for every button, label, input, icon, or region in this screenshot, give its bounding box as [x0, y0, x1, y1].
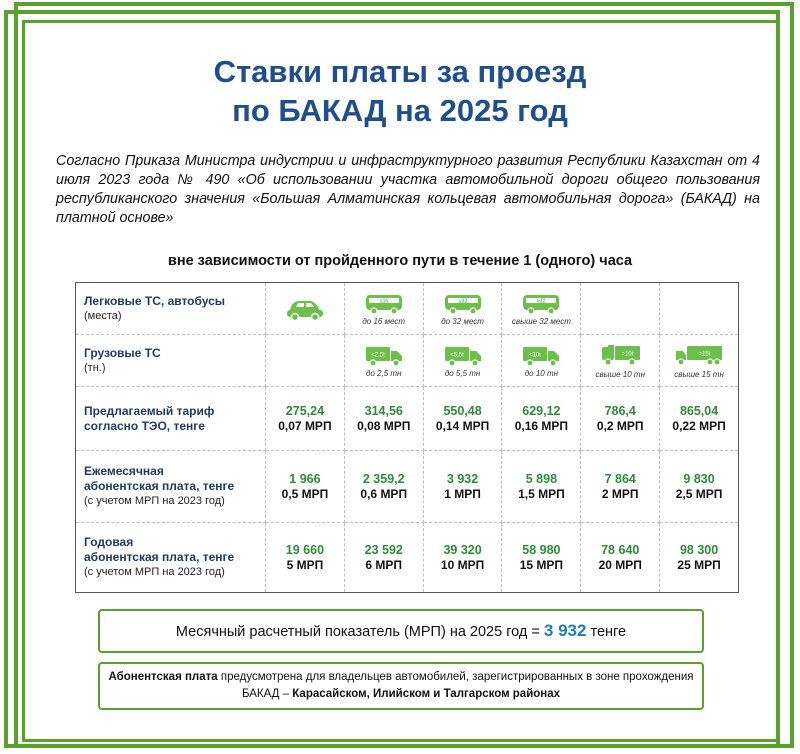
page-title	[0, 52, 800, 130]
annual-mrp: 10 МРП	[440, 557, 485, 572]
value-cell	[266, 523, 345, 593]
monthly-mrp: 1 МРП	[444, 486, 481, 501]
row-label-main: согласно ТЭО, тенге	[84, 418, 205, 433]
table-row-passenger	[76, 283, 739, 335]
row-label-sub: (места)	[84, 309, 122, 322]
cell-bus-over-32	[502, 283, 581, 335]
bus-icon-label: ≤16	[379, 298, 388, 304]
row-label-sub: (с учетом МРП на 2023 год)	[84, 495, 225, 507]
tariff-mrp: 0,22 МРП	[672, 418, 726, 433]
note-districts: Карасайском, Илийском и Талгарском районах	[292, 688, 561, 700]
mrp-unit: тенге	[590, 624, 627, 640]
bus-icon	[521, 292, 561, 316]
truck-caption: до 5,5 тн	[444, 368, 481, 378]
value-cell	[502, 387, 581, 451]
monthly-mrp: 2 МРП	[601, 486, 639, 501]
mrp-value: 3 932	[543, 621, 587, 640]
cell-truck-2-5	[344, 335, 423, 387]
value-cell	[423, 387, 502, 451]
note-bold-start: Абонентская плата	[108, 671, 218, 683]
truck-icon-label: <2,5t	[370, 352, 385, 358]
annual-mrp: 15 МРП	[519, 557, 564, 572]
row-label-trucks	[76, 335, 266, 387]
cell-truck-10	[502, 335, 581, 387]
table-row-trucks	[76, 335, 739, 387]
bus-icon	[443, 292, 483, 316]
value-cell	[660, 451, 739, 523]
annual-value: 39 320	[443, 542, 482, 557]
mrp-info-box	[98, 609, 704, 653]
cell-bus-16	[344, 283, 423, 335]
value-cell	[344, 387, 423, 451]
value-cell	[502, 451, 581, 523]
tariff-value: 629,12	[522, 403, 561, 418]
annual-value: 58 980	[522, 542, 561, 557]
row-label-passenger	[76, 283, 266, 335]
bus-caption: до 16 мест	[362, 316, 406, 326]
monthly-mrp: 0,5 МРП	[281, 486, 329, 501]
bus-icon-label: >32	[537, 298, 546, 304]
value-cell	[502, 523, 581, 593]
annual-value: 78 640	[601, 542, 640, 557]
page-title-line2: по БАКАД на 2025 год	[232, 93, 568, 128]
value-cell	[423, 451, 502, 523]
table-row-annual	[76, 523, 739, 593]
truck-caption: свыше 10 тн	[595, 369, 645, 379]
truck-icon-label: <10t	[529, 352, 542, 358]
tariff-value: 275,24	[285, 403, 325, 418]
row-label-annual	[76, 523, 266, 593]
bus-icon-label: ≤32	[458, 298, 467, 304]
cell-bus-32	[423, 283, 502, 335]
monthly-mrp: 2,5 МРП	[675, 486, 723, 501]
annual-mrp: 25 МРП	[677, 557, 721, 572]
monthly-mrp: 1,5 МРП	[518, 486, 565, 501]
truck-icon-label: <5,5t	[449, 352, 464, 358]
value-cell	[266, 451, 345, 523]
value-cell	[423, 523, 502, 593]
row-label-main: Годовая	[84, 535, 134, 549]
monthly-value: 5 898	[525, 471, 558, 486]
row-label-main: Ежемесячная	[84, 464, 164, 478]
annual-value: 19 660	[285, 542, 325, 557]
table-row-monthly	[76, 451, 739, 523]
tariff-mrp: 0,08 МРП	[357, 418, 411, 433]
row-label-main: Легковые ТС, автобусы	[84, 293, 226, 308]
row-label-sub: (тн.)	[84, 361, 106, 374]
truck-icon	[598, 343, 642, 369]
truck-icon	[443, 344, 483, 368]
table-row-tariff	[76, 387, 739, 451]
table-subheading: вне зависимости от пройденного пути в течение 1 (одного) часа	[167, 253, 633, 269]
bus-icon	[364, 292, 404, 316]
row-label-main: Предлагаемый тариф	[84, 403, 215, 418]
tariff-value: 865,04	[679, 403, 719, 418]
mrp-info-text: Месячный расчетный показатель (МРП) на 2025 год =	[175, 624, 540, 640]
annual-mrp: 5 МРП	[286, 557, 324, 572]
truck-caption: до 2,5 тн	[365, 368, 402, 378]
cell-truck-over-15	[660, 335, 739, 387]
value-cell	[581, 451, 660, 523]
monthly-value: 2 359,2	[362, 471, 405, 486]
tariff-value: 786,4	[604, 403, 636, 418]
tariff-mrp: 0,16 МРП	[514, 418, 569, 433]
annual-value: 98 300	[679, 542, 719, 557]
value-cell	[581, 387, 660, 451]
value-cell	[344, 451, 423, 523]
subscription-note-box	[98, 662, 704, 710]
cell-truck-5-5	[423, 335, 502, 387]
row-label-tariff	[76, 387, 266, 451]
note-text: предусмотрена для владельцев автомобилей, зарегистрированных в зоне прохождения БАКАД –	[217, 671, 694, 700]
tariff-value: 314,56	[364, 403, 403, 418]
row-label-main: абонентская плата, тенге	[84, 479, 235, 493]
cell-truck-over-10	[581, 335, 660, 387]
monthly-value: 9 830	[683, 471, 715, 486]
bus-caption: свыше 32 мест	[511, 316, 571, 326]
cell-empty	[581, 283, 660, 335]
value-cell	[660, 523, 739, 593]
value-cell	[660, 387, 739, 451]
monthly-value: 3 932	[446, 471, 479, 486]
truck-caption: свыше 15 тн	[674, 369, 724, 379]
monthly-mrp: 0,6 МРП	[360, 486, 408, 501]
value-cell	[581, 523, 660, 593]
truck-icon	[674, 343, 724, 369]
value-cell	[344, 523, 423, 593]
row-label-main: Грузовые ТС	[84, 345, 161, 360]
annual-mrp: 6 МРП	[365, 557, 403, 572]
cell-car	[266, 283, 345, 335]
truck-caption: до 10 тн	[524, 368, 559, 378]
car-icon	[285, 296, 325, 322]
row-label-monthly	[76, 451, 266, 523]
tariff-mrp: 0,07 МРП	[278, 418, 332, 433]
page-title-line1: Ставки платы за проезд	[213, 54, 587, 89]
bus-caption: до 32 мест	[441, 316, 484, 326]
truck-icon	[521, 344, 561, 368]
annual-mrp: 20 МРП	[598, 557, 642, 572]
cell-empty	[266, 335, 345, 387]
row-label-sub: (с учетом МРП на 2023 год)	[84, 566, 225, 578]
tariff-mrp: 0,2 МРП	[596, 418, 644, 433]
rates-table	[75, 282, 739, 593]
row-label-main: абонентская плата, тенге	[84, 550, 235, 564]
intro-text: Согласно Приказа Министра индустрии и инфраструктурного развития Республики Казахстан от 4 июля 2023 года № 490 «Об использовании участка автомобильной дороги общего пользования республиканского значения «Большая Алматинская кольцевая автомобильная дорога» (БАКАД) на платной основе»	[56, 153, 760, 226]
tariff-mrp: 0,14 МРП	[435, 418, 490, 433]
value-cell	[266, 387, 345, 451]
truck-icon-label: >15t	[698, 351, 711, 357]
monthly-value: 7 864	[604, 471, 636, 486]
truck-icon-label: >10t	[621, 351, 634, 357]
truck-icon	[364, 344, 404, 368]
cell-empty	[660, 283, 739, 335]
monthly-value: 1 966	[289, 471, 321, 486]
tariff-value: 550,48	[443, 403, 482, 418]
annual-value: 23 592	[364, 542, 403, 557]
